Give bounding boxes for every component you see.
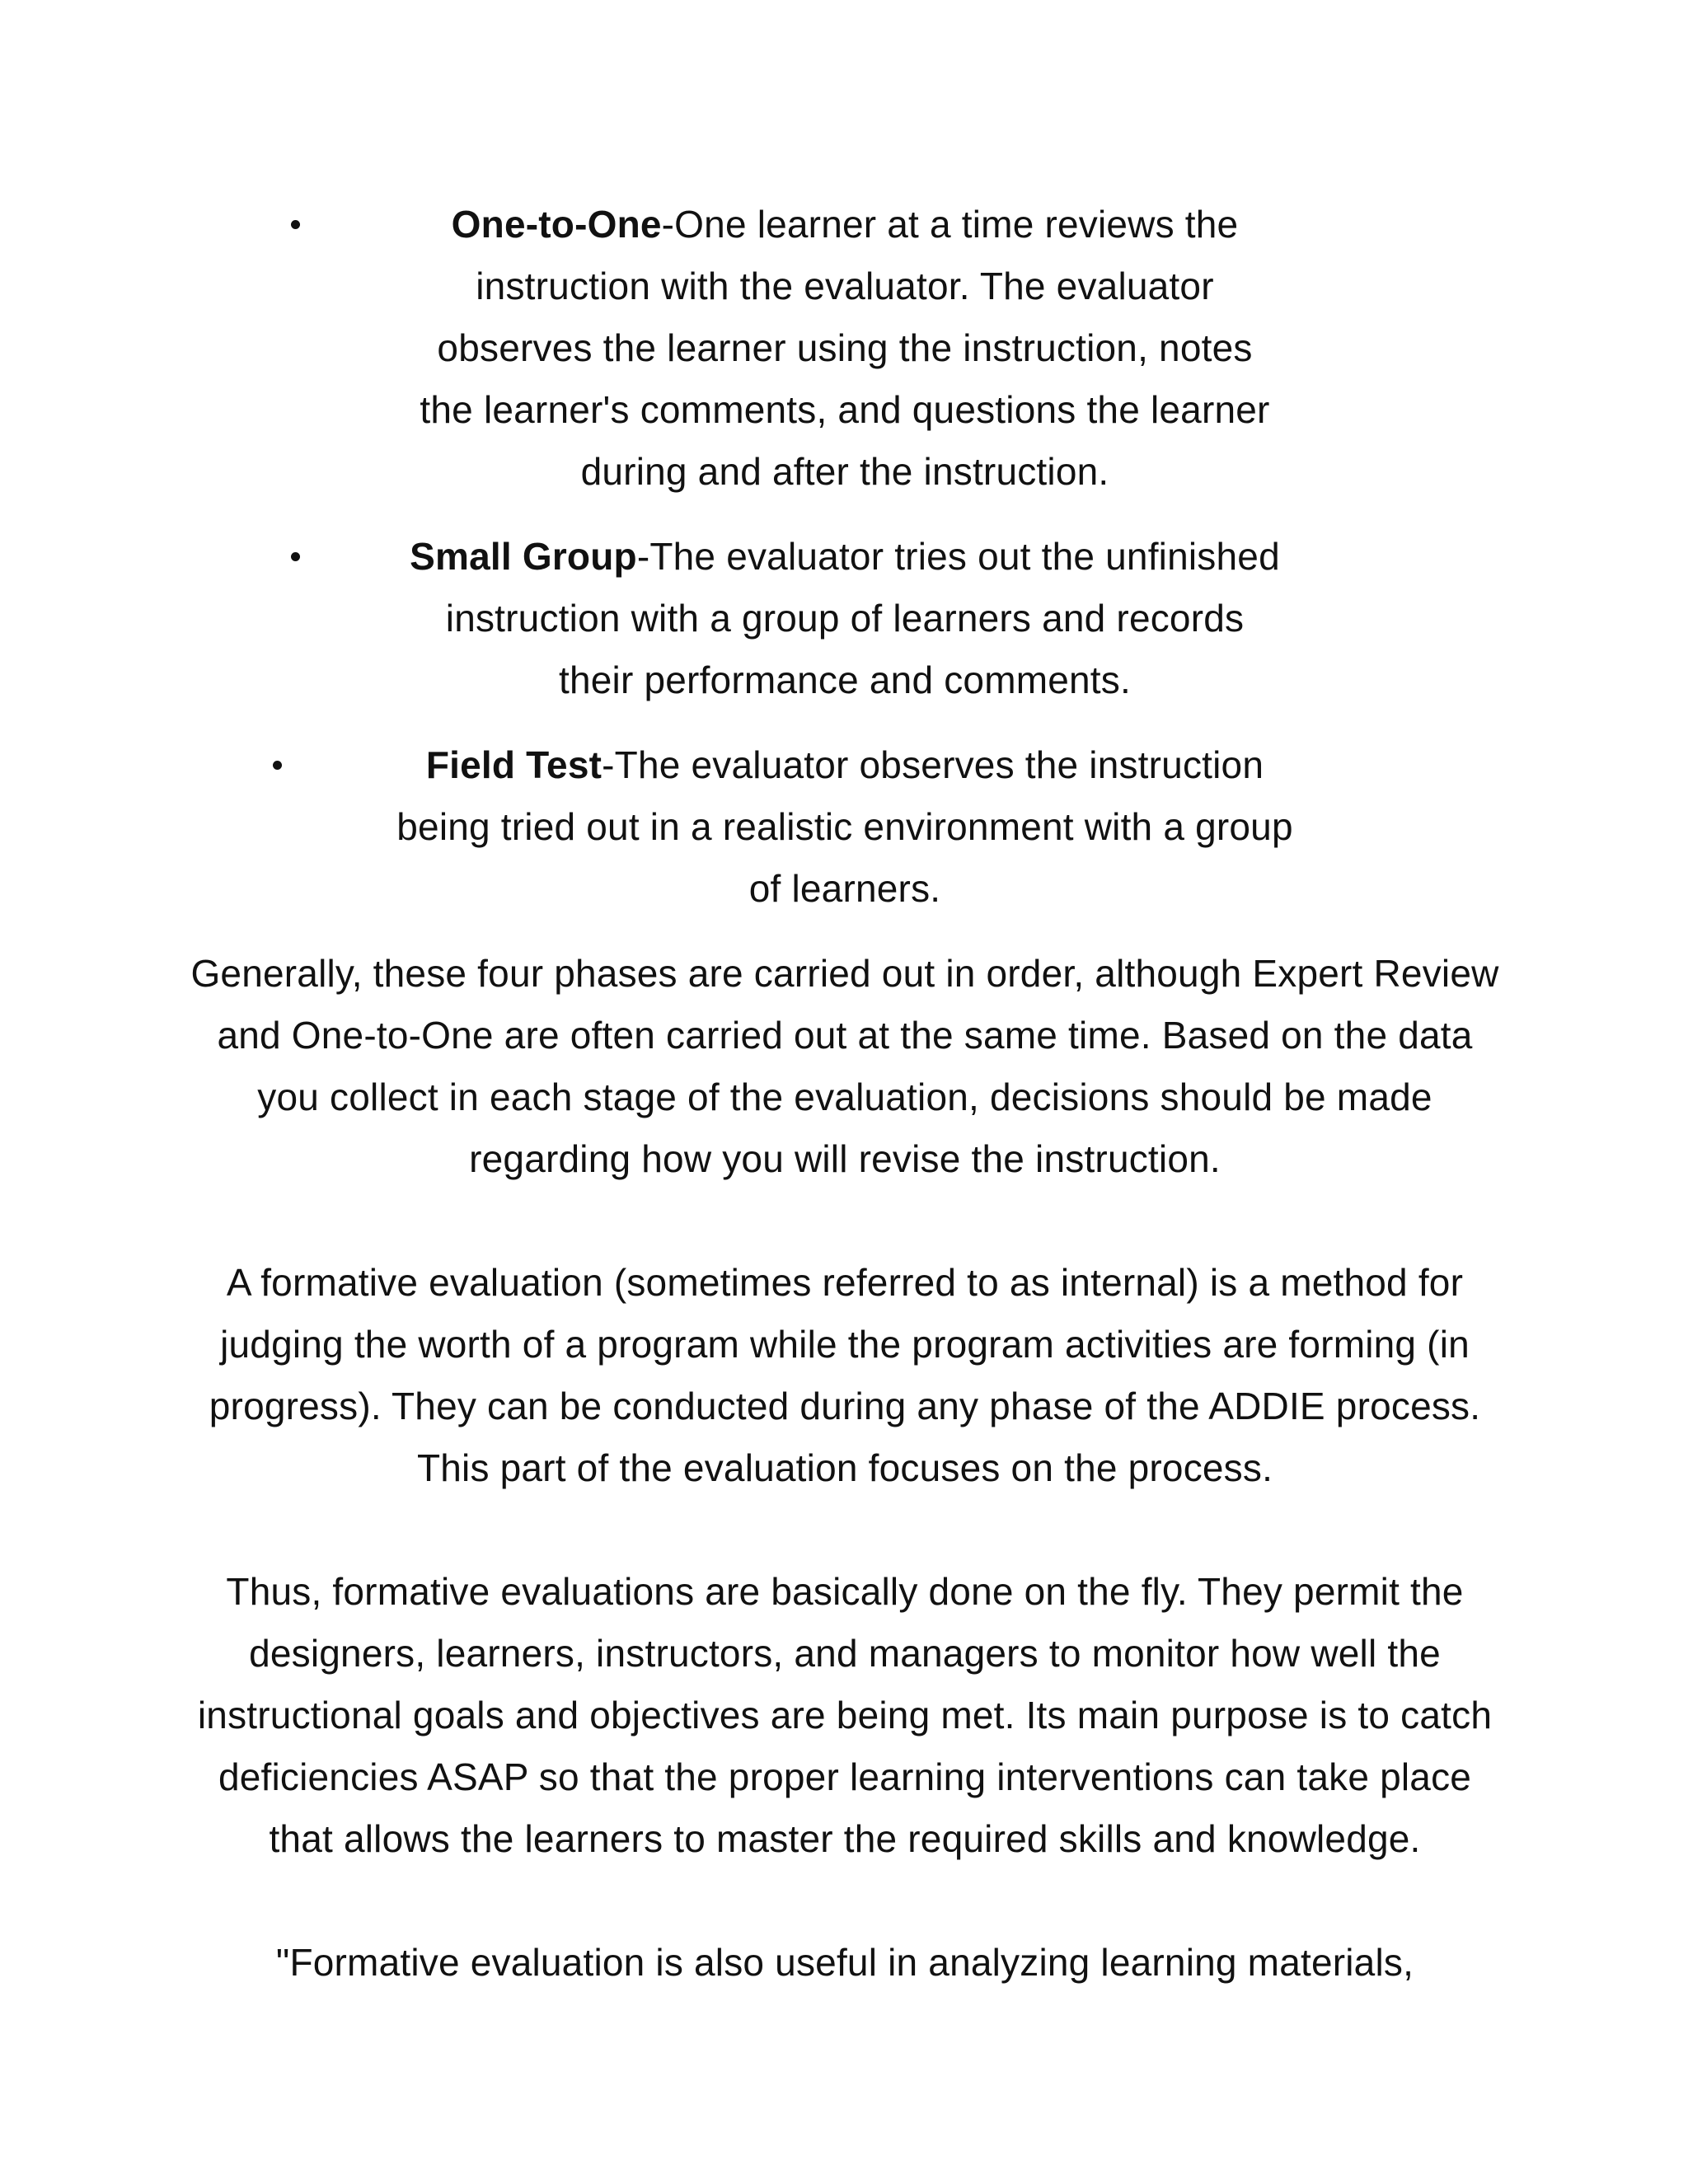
bullet-icon — [287, 526, 303, 588]
paragraph-formative-purpose: Thus, formative evaluations are basically done on the fly. They permit the designers, learners, instructors, and managers to monitor how well the instructional goals and objectives are being met. Its main purpose is to catch deficiencies ASAP so that the proper learning interventions can take place that allows the learners to master the required skills and knowledge. — [197, 1570, 1493, 1860]
bullet-description: -One learner at a time reviews the instruction with the evaluator. The evaluator observes the learner using the instruction, notes the learner's comments, and questions the learner during and after the instruction. — [420, 203, 1270, 493]
paragraph-quote-start: "Formative evaluation is also useful in analyzing learning materials, — [275, 1941, 1414, 1984]
bullet-description: -The evaluator observes the instruction being tried out in a realistic environment with a group of learners. — [396, 743, 1293, 910]
bullet-text-block — [408, 194, 1282, 503]
page-content — [190, 194, 1500, 1994]
paragraph-formative-definition: A formative evaluation (sometimes referred to as internal) is a method for judging the worth of a program while the program activities are forming (in progress). They can be conducted during any phase of the ADDIE process. This part of the evaluation focuses on the process. — [209, 1261, 1481, 1489]
bullet-term: Field Test — [425, 743, 603, 786]
bullet-text-block — [387, 734, 1302, 920]
bullet-item-small-group — [190, 526, 1500, 711]
bullet-term: One-to-One — [451, 203, 662, 246]
bullet-icon — [287, 194, 303, 255]
bullet-icon — [269, 734, 285, 796]
bullet-text-block — [408, 526, 1282, 711]
bullet-item-one-to-one — [190, 194, 1500, 503]
bullet-term: Small Group — [410, 535, 637, 578]
bullet-description: -The evaluator tries out the unfinished instruction with a group of learners and records their performance and comments. — [445, 535, 1280, 701]
bullet-item-field-test — [190, 734, 1500, 920]
paragraph-phases: Generally, these four phases are carried out in order, although Expert Review and One-to-One are often carried out at the same time. Based on the data you collect in each stage of the evaluation, decisions should be made regarding how you will revise the instruction. — [190, 952, 1499, 1180]
